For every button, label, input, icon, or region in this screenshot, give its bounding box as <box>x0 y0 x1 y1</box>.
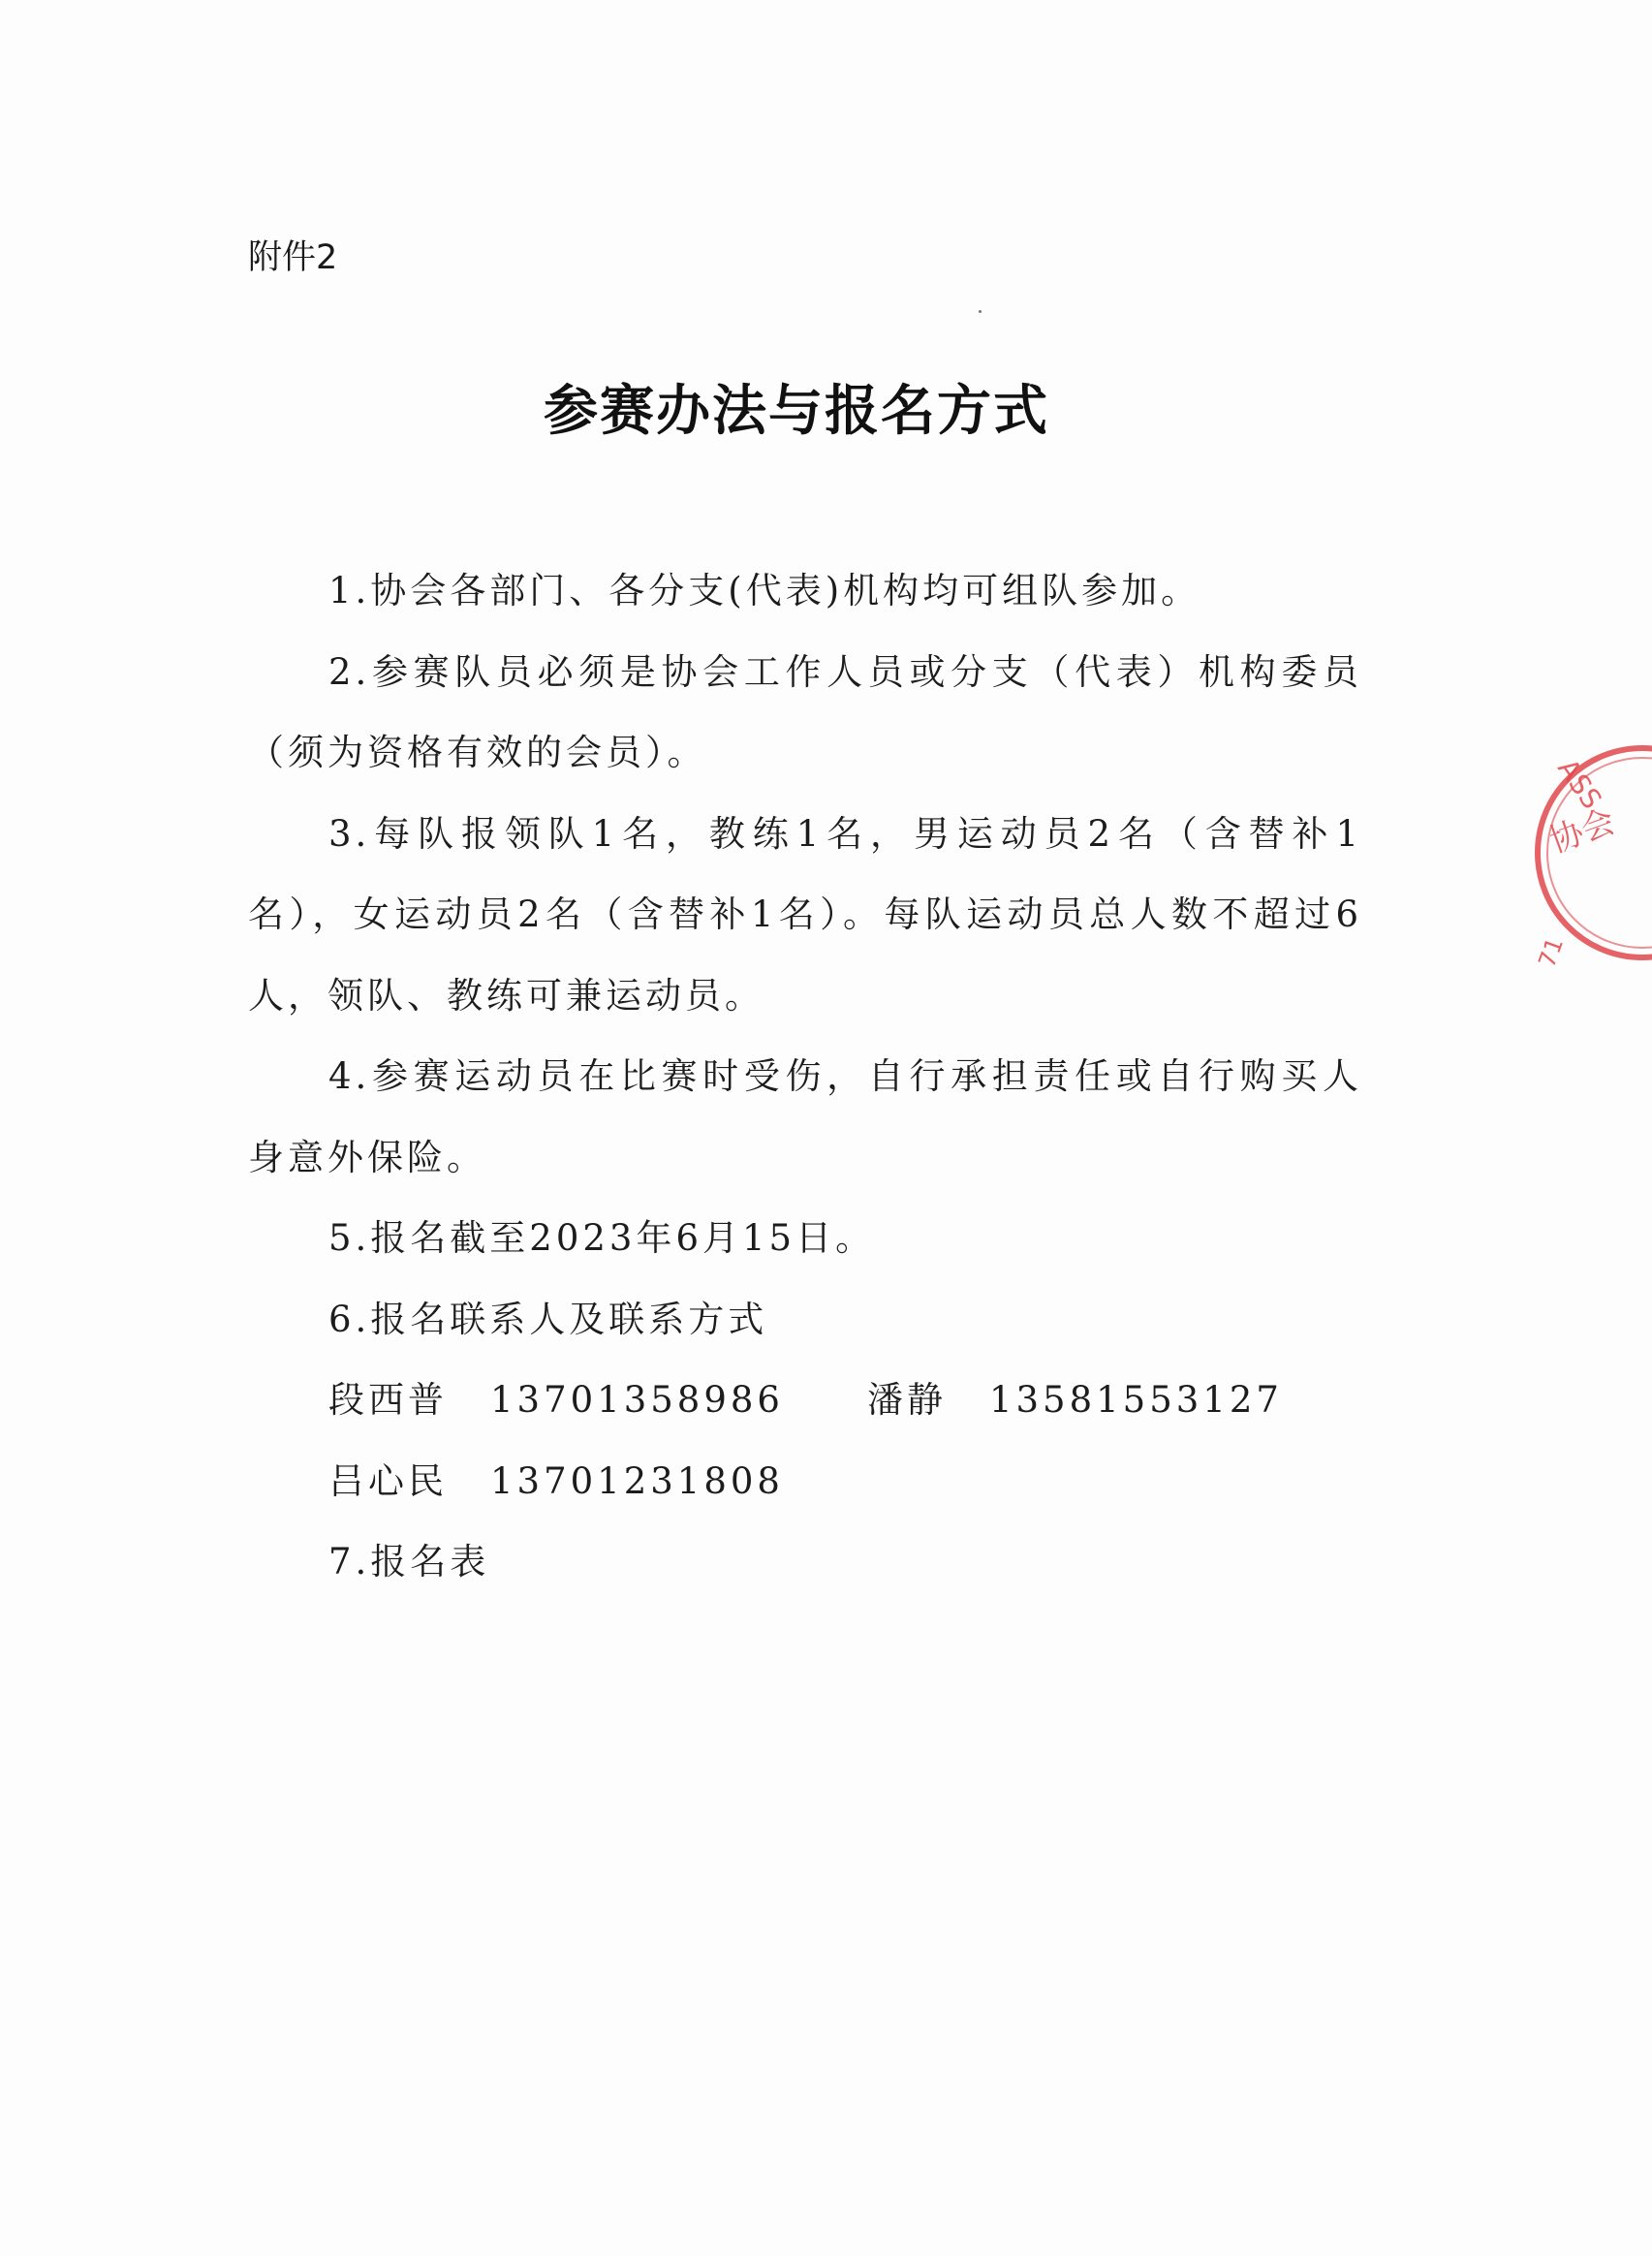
paragraph-3: 3.每队报领队1名，教练1名，男运动员2名（含替补1名），女运动员2名（含替补1名）。每队运动员总人数不超过6人，领队、教练可兼运动员。 <box>248 812 1362 1017</box>
contact-name: 段西普 <box>328 1379 448 1421</box>
paragraph-6: 6.报名联系人及联系方式 <box>328 1298 768 1340</box>
red-seal-stamp-icon <box>1533 678 1652 1027</box>
contact-phone: 13701358986 <box>490 1379 784 1421</box>
seal-text-top: ASS <box>1551 753 1608 815</box>
seal-text-bottom: 71 <box>1533 933 1570 972</box>
paragraph-4: 4.参赛运动员在比赛时受伤，自行承担责任或自行购买人身意外保险。 <box>248 1055 1362 1178</box>
contact-line-2 <box>248 1441 1362 1522</box>
paragraph-7: 7.报名表 <box>328 1541 490 1582</box>
paragraph-5: 5.报名截至2023年6月15日。 <box>328 1217 876 1259</box>
contact-name: 吕心民 <box>328 1459 448 1502</box>
document-title: 参赛办法与报名方式 <box>544 380 1049 443</box>
attachment-label: 附件2 <box>248 238 338 277</box>
paragraph-2: 2.参赛队员必须是协会工作人员或分支（代表）机构委员（须为资格有效的会员）。 <box>248 650 1362 773</box>
seal-text-middle: 协会 <box>1544 801 1620 862</box>
scan-speck <box>979 310 982 313</box>
contact-phone: 13581553127 <box>988 1379 1283 1421</box>
contact-line-1 <box>248 1360 1362 1441</box>
contact-phone: 13701231808 <box>490 1459 784 1502</box>
document-body <box>248 550 1362 1603</box>
contact-name: 潘静 <box>866 1379 947 1421</box>
paragraph-1: 1.协会各部门、各分支(代表)机构均可组队参加。 <box>328 570 1201 611</box>
